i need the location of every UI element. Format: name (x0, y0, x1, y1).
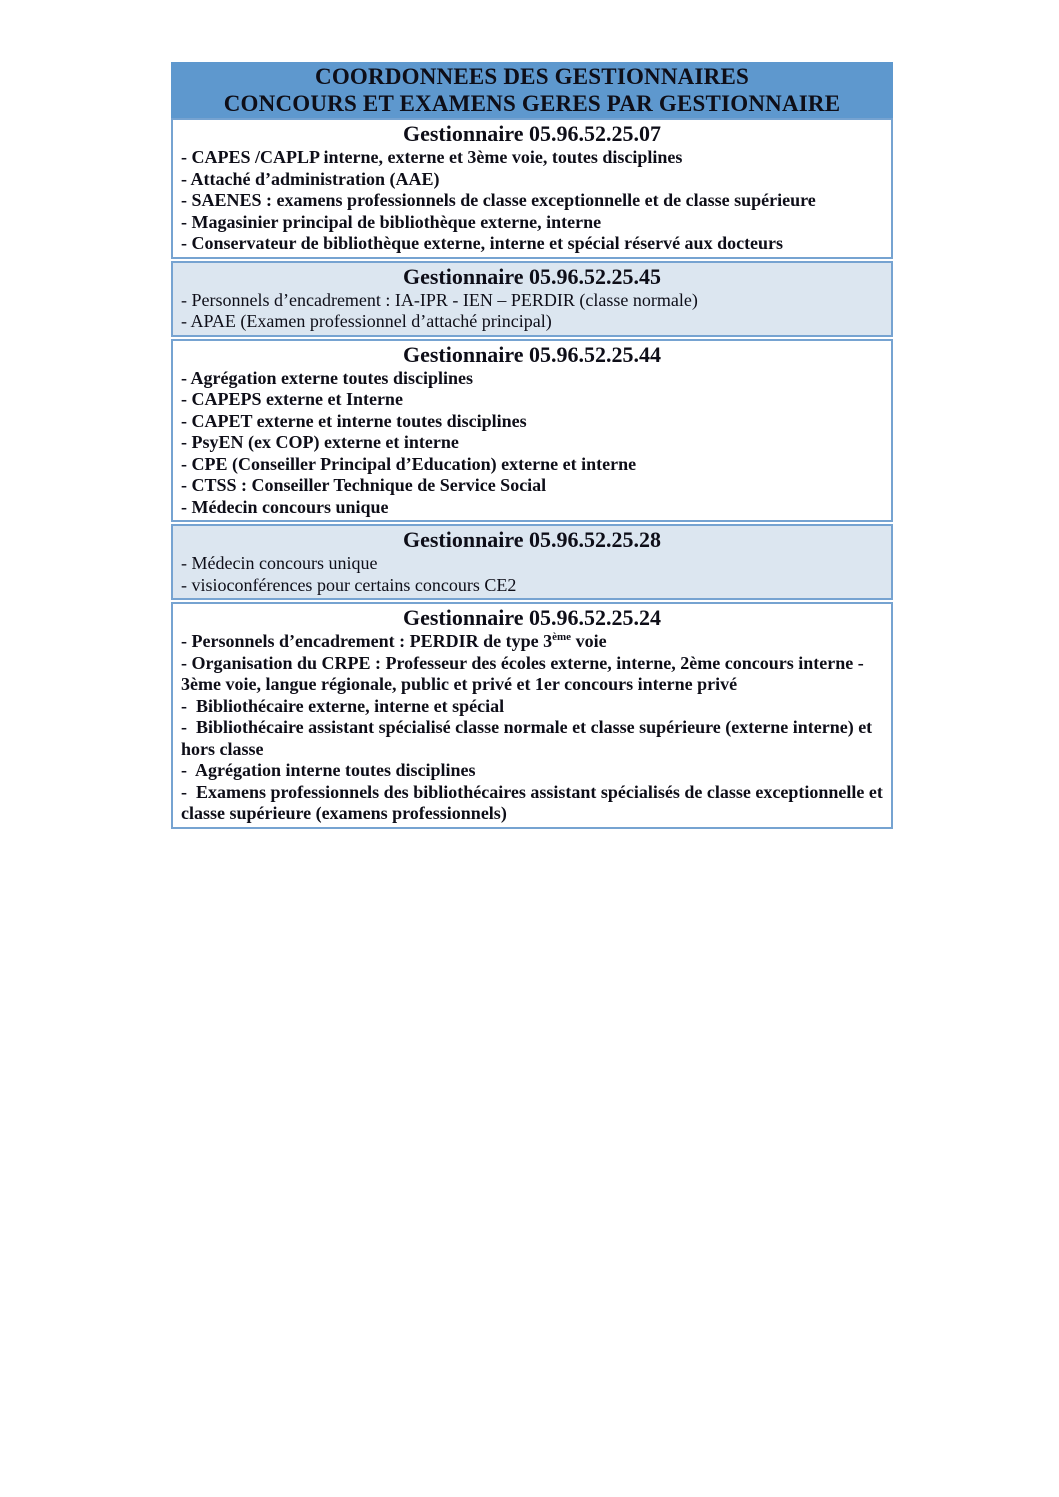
list-item: - PsyEN (ex COP) externe et interne (181, 432, 459, 452)
list-item: - SAENES : examens professionnels de classe exceptionnelle et de classe supérieure (181, 190, 816, 210)
list-item: - Examens professionnels des bibliothécaires assistant spécialisés de classe exceptionnelle et classe supérieure (examens professionnels) (181, 781, 888, 823)
gestionnaire-section-24 (171, 602, 893, 829)
gestionnaire-section-45 (171, 261, 893, 337)
list-item: - Médecin concours unique (181, 496, 389, 517)
list-item: - CAPES /CAPLP interne, externe et 3ème voie, toutes disciplines (181, 147, 683, 167)
superscript-text: ème (552, 631, 572, 643)
list-item: - visioconférences pour certains concours CE2 (181, 574, 517, 595)
gestionnaire-section-07 (171, 118, 893, 259)
list-item: - CPE (Conseiller Principal d’Education) externe et interne (181, 453, 637, 474)
section-title: Gestionnaire 05.96.52.25.45 (402, 263, 662, 289)
section-title: Gestionnaire 05.96.52.25.24 (402, 605, 662, 630)
list-item: - Agrégation externe toutes disciplines (181, 367, 473, 388)
list-item: - Conservateur de bibliothèque externe, interne et spécial réservé aux docteurs (181, 233, 784, 253)
list-item: - CAPEPS externe et Interne (181, 389, 403, 409)
gestionnaires-table (171, 62, 893, 829)
list-item: - APAE (Examen professionnel d’attaché principal) (181, 311, 552, 331)
list-item-text: - Personnels d’encadrement : PERDIR de type 3 (181, 631, 553, 651)
section-title: Gestionnaire 05.96.52.25.44 (402, 341, 662, 367)
list-item: - Organisation du CRPE : Professeur des écoles externe, interne, 2ème concours interne - 3ème voie, langue régionale, public et privé et 1er concours interne privé (181, 652, 869, 694)
list-item-text: voie (571, 631, 607, 651)
section-title: Gestionnaire 05.96.52.25.07 (402, 121, 662, 146)
list-item: - Magasinier principal de bibliothèque externe, interne (181, 211, 602, 232)
table-header-line-2: CONCOURS ET EXAMENS GERES PAR GESTIONNAIRE (223, 91, 841, 116)
list-item: - Médecin concours unique (181, 553, 378, 573)
list-item: - Personnels d’encadrement : IA-IPR - IEN – PERDIR (classe normale) (181, 289, 698, 310)
section-title: Gestionnaire 05.96.52.25.28 (402, 527, 662, 552)
list-item (181, 631, 883, 653)
gestionnaire-section-44 (171, 339, 893, 523)
table-header-line-1: COORDONNEES DES GESTIONNAIRES (315, 64, 749, 89)
list-item: - CAPET externe et interne toutes disciplines (181, 410, 527, 431)
list-item: - Attaché d’administration (AAE) (181, 168, 440, 189)
list-item: - CTSS : Conseiller Technique de Service Social (181, 475, 547, 495)
list-item: - Agrégation interne toutes disciplines (181, 760, 476, 780)
list-item: - Bibliothécaire assistant spécialisé classe normale et classe supérieure (externe interne) et hors classe (181, 717, 877, 759)
table-header (171, 62, 893, 118)
list-item: - Bibliothécaire externe, interne et spécial (181, 695, 505, 716)
gestionnaire-section-28 (171, 524, 893, 600)
